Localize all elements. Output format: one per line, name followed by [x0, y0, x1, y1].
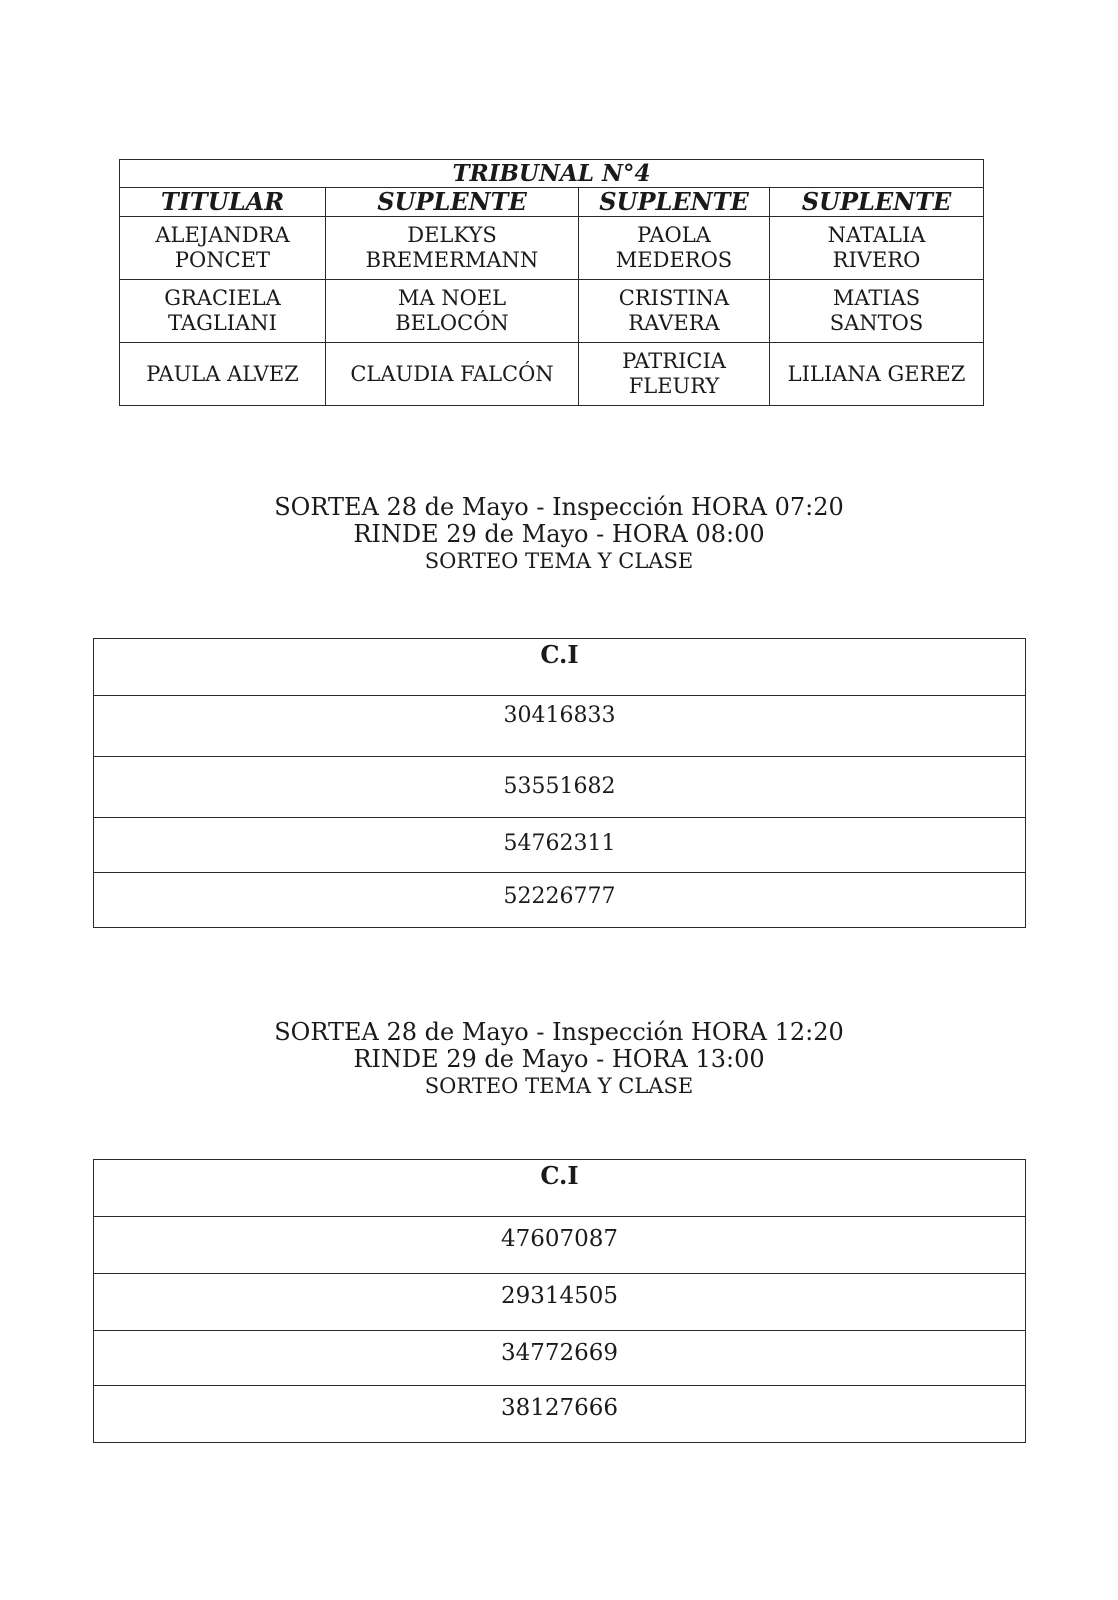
ci-table-1: [93, 638, 1026, 928]
name-line: MA NOEL: [397, 286, 507, 310]
tribunal-cell: [326, 343, 579, 406]
schedule-block-1: [0, 494, 1118, 574]
ci-value: 34772669: [94, 1331, 1026, 1386]
ci-table-2: [93, 1159, 1026, 1443]
ci-header: C.I: [94, 639, 1026, 696]
tribunal-cell: [326, 280, 579, 343]
table-row: [94, 1274, 1026, 1331]
tribunal-title: TRIBUNAL N°4: [120, 160, 984, 188]
ci-value: 54762311: [94, 818, 1026, 873]
schedule-rinde-line: RINDE 29 de Mayo - HORA 13:00: [353, 1045, 765, 1073]
ci-header-row: [94, 639, 1026, 696]
name-line: GRACIELA: [164, 286, 281, 310]
schedule-sortea-line: SORTEA 28 de Mayo - Inspección HORA 12:20: [274, 1018, 844, 1046]
name-line: BELOCÓN: [395, 311, 509, 335]
ci-value: 53551682: [94, 757, 1026, 818]
name-line: PATRICIA: [622, 349, 726, 373]
schedule-block-2: [0, 1019, 1118, 1099]
tribunal-title-row: [120, 160, 984, 188]
schedule-sorteo-line: SORTEO TEMA Y CLASE: [424, 1074, 694, 1098]
tribunal-table: [119, 159, 984, 406]
table-row: [94, 1331, 1026, 1386]
name-line: MEDEROS: [615, 248, 733, 272]
tribunal-cell: [120, 343, 326, 406]
name-line: ALEJANDRA: [155, 223, 290, 247]
ci-header: C.I: [94, 1160, 1026, 1217]
name-line: RIVERO: [832, 248, 921, 272]
ci-value: 52226777: [94, 873, 1026, 928]
tribunal-cell: [770, 343, 984, 406]
header-titular: TITULAR: [120, 188, 326, 217]
header-suplente-1: SUPLENTE: [326, 188, 579, 217]
tribunal-cell: [326, 217, 579, 280]
tribunal-row: [120, 343, 984, 406]
schedule-rinde-line: RINDE 29 de Mayo - HORA 08:00: [353, 520, 765, 548]
header-suplente-2: SUPLENTE: [579, 188, 770, 217]
name-line: LILIANA GEREZ: [787, 361, 966, 386]
table-row: [94, 1386, 1026, 1443]
tribunal-cell: [579, 280, 770, 343]
name-line: CLAUDIA FALCÓN: [350, 361, 554, 386]
table-row: [94, 818, 1026, 873]
name-line: TAGLIANI: [168, 311, 277, 335]
name-line: CRISTINA: [618, 286, 730, 310]
ci-value: 47607087: [94, 1217, 1026, 1274]
tribunal-cell: [579, 343, 770, 406]
tribunal-row: [120, 217, 984, 280]
name-line: BREMERMANN: [365, 248, 539, 272]
name-line: SANTOS: [829, 311, 924, 335]
table-row: [94, 1217, 1026, 1274]
tribunal-cell: [120, 280, 326, 343]
tribunal-cell: [120, 217, 326, 280]
name-line: NATALIA: [827, 223, 926, 247]
tribunal-row: [120, 280, 984, 343]
ci-value: 30416833: [94, 696, 1026, 757]
ci-value: 38127666: [94, 1386, 1026, 1443]
name-line: FLEURY: [628, 374, 720, 398]
table-row: [94, 696, 1026, 757]
name-line: MATIAS: [832, 286, 921, 310]
header-suplente-3: SUPLENTE: [770, 188, 984, 217]
name-line: DELKYS: [407, 223, 497, 247]
tribunal-header-row: [120, 188, 984, 217]
name-line: PONCET: [174, 248, 271, 272]
table-row: [94, 757, 1026, 818]
tribunal-cell: [770, 280, 984, 343]
ci-header-row: [94, 1160, 1026, 1217]
name-line: PAOLA: [637, 223, 711, 247]
schedule-sorteo-line: SORTEO TEMA Y CLASE: [424, 549, 694, 573]
ci-value: 29314505: [94, 1274, 1026, 1331]
name-line: PAULA ALVEZ: [146, 361, 299, 386]
schedule-sortea-line: SORTEA 28 de Mayo - Inspección HORA 07:20: [274, 493, 844, 521]
tribunal-cell: [770, 217, 984, 280]
name-line: RAVERA: [628, 311, 720, 335]
tribunal-cell: [579, 217, 770, 280]
table-row: [94, 873, 1026, 928]
